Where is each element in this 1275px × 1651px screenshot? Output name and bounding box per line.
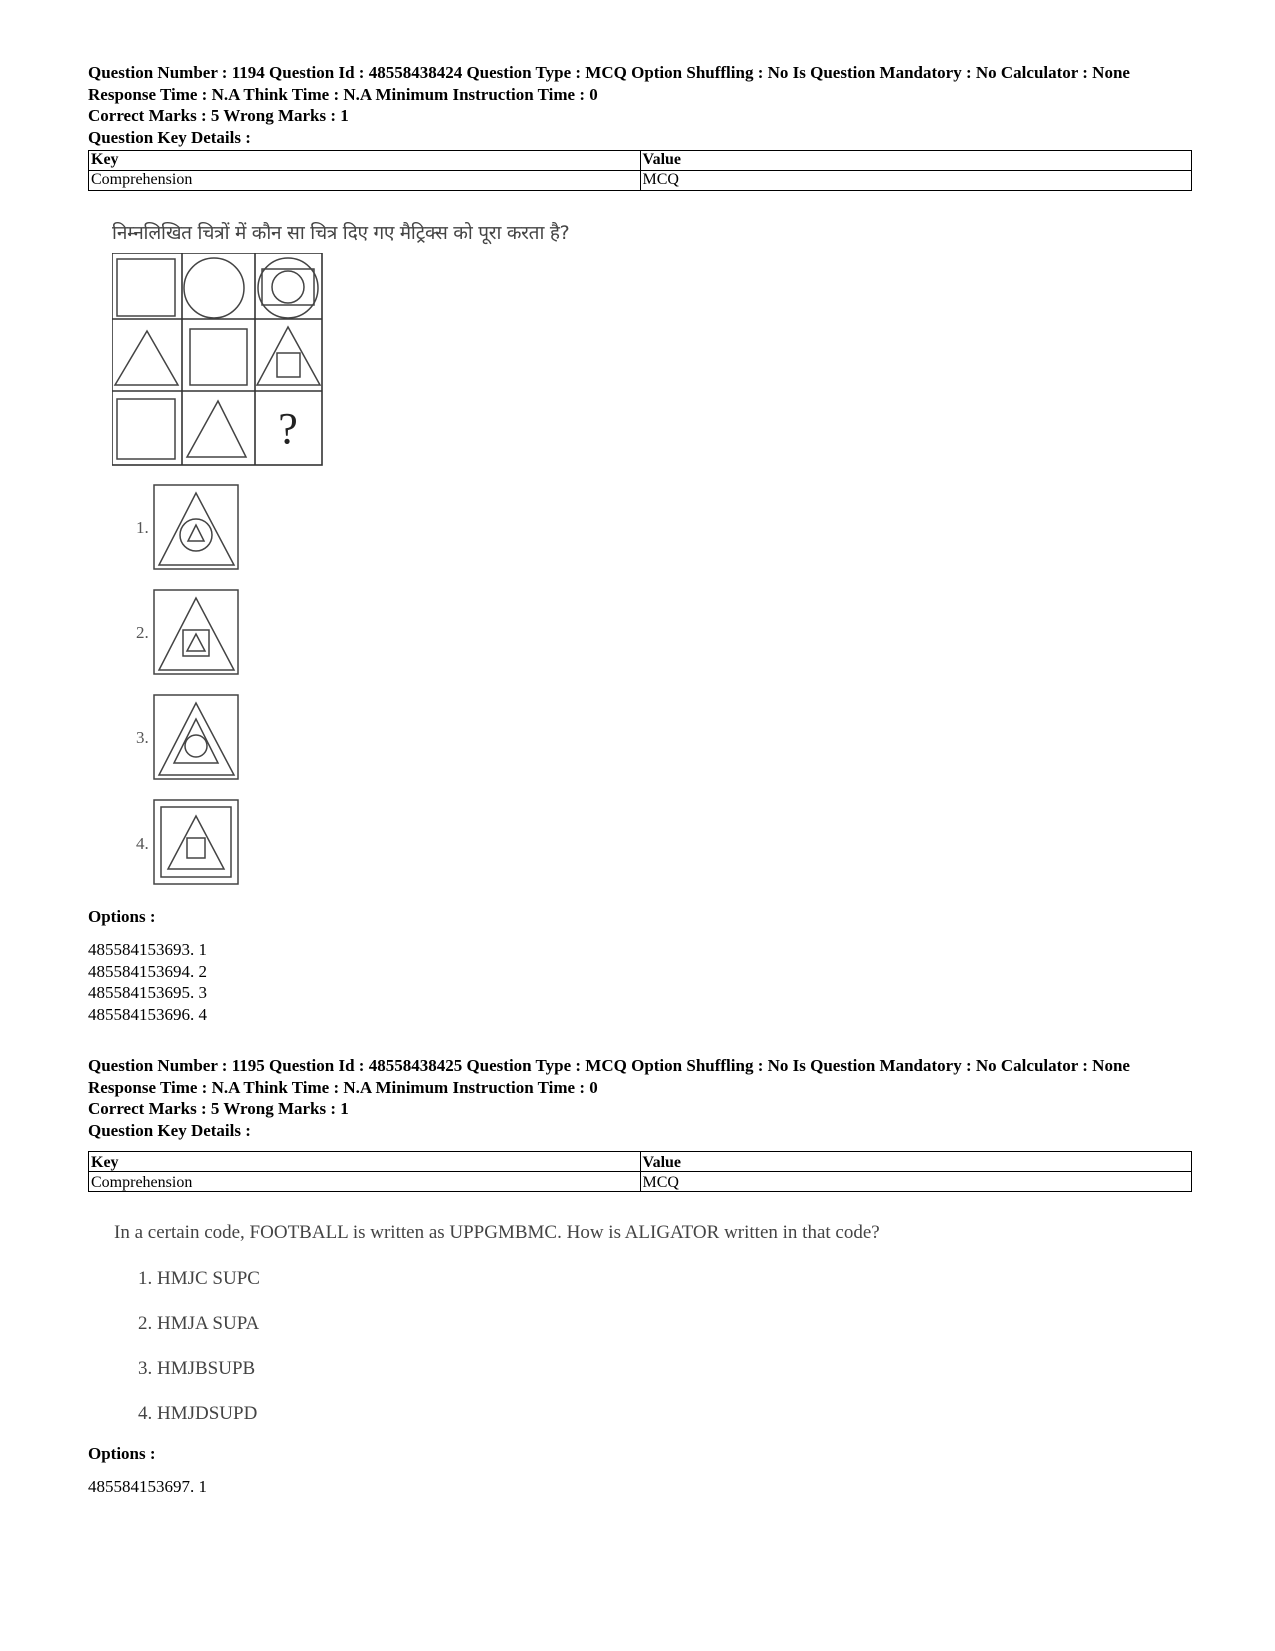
figure-label-1: 1. [136,518,149,537]
options-list [88,939,1192,1025]
choice-list [88,1256,1192,1436]
table-header-row [89,151,1192,171]
choice-item: 1. HMJC SUPC [138,1268,260,1289]
matrix-cell-circle [184,258,244,318]
matrix-cell-triangle [115,331,178,385]
choice-figure-4 [154,800,238,884]
question-1195 [88,1055,1192,1498]
figure-label-2: 2. [136,623,149,642]
value-cell: MCQ [640,171,1192,191]
response-time-line: Response Time : N.A Think Time : N.A Minimum Instruction Time : 0 [88,84,598,104]
option-item: 485584153697. 1 [88,1477,207,1496]
figure-label-4: 4. [136,834,149,853]
table-header-row [89,1152,1192,1172]
page [88,62,1192,1498]
question-image [112,219,1192,933]
key-details-table [88,1151,1192,1192]
key-cell: Comprehension [89,171,641,191]
matrix-cell-square-2 [190,329,247,385]
value-cell: MCQ [640,1172,1192,1192]
question-header-line: Question Number : 1195 Question Id : 48558438425 Question Type : MCQ Option Shuffling : No Is Question Mandatory : No Calculator : None [88,1056,1130,1075]
value-header-cell: Value [640,151,1192,171]
matrix-cell-triangle-square [257,327,320,385]
choice-figure-2 [154,590,238,674]
response-time-line: Response Time : N.A Think Time : N.A Minimum Instruction Time : 0 [88,1077,598,1097]
marks-line: Correct Marks : 5 Wrong Marks : 1 [88,1099,349,1118]
table-row [89,171,1192,191]
question-text-hindi: निम्नलिखित चित्रों में कौन सा चित्र दिए गए मैट्रिक्स को पूरा करता है? [112,222,570,244]
question-1194 [88,62,1192,1025]
question-text: In a certain code, FOOTBALL is written as UPPGMBMC. How is ALIGATOR written in that code? [114,1222,880,1243]
value-header-cell: Value [640,1152,1192,1172]
question-header-line: Question Number : 1194 Question Id : 48558438424 Question Type : MCQ Option Shuffling : No Is Question Mandatory : No Calculator : None [88,63,1130,82]
option-item: 485584153694. 2 [88,961,207,981]
options-title: Options : [88,1444,156,1463]
matrix-cell-square-3 [117,399,175,459]
choice-item: 3. HMJBSUPB [138,1358,256,1379]
options-list [88,1476,1192,1498]
key-header-cell: Key [89,151,641,171]
figure-matrix-and-choices [112,253,712,933]
choice-figure-1 [154,485,238,569]
choice-figure-3 [154,695,238,779]
key-details-title: Question Key Details : [88,1120,251,1140]
matrix-cell-circle-square-circle [258,258,318,318]
table-row [89,1172,1192,1192]
key-details-table [88,150,1192,191]
option-item: 485584153693. 1 [88,940,207,959]
option-item: 485584153695. 3 [88,983,207,1002]
key-header-cell: Key [89,1152,641,1172]
key-details-title: Question Key Details : [88,127,251,147]
figure-label-3: 3. [136,728,149,747]
matrix-missing-mark: ? [278,404,298,453]
choice-item: 2. HMJA SUPA [138,1313,260,1334]
options-title: Options : [88,907,156,926]
choice-item: 4. HMJDSUPD [138,1403,258,1424]
matrix-cell-triangle-2 [187,401,246,457]
key-cell: Comprehension [89,1172,641,1192]
matrix-cell-square [117,259,175,316]
option-item: 485584153696. 4 [88,1004,207,1024]
marks-line: Correct Marks : 5 Wrong Marks : 1 [88,106,349,125]
